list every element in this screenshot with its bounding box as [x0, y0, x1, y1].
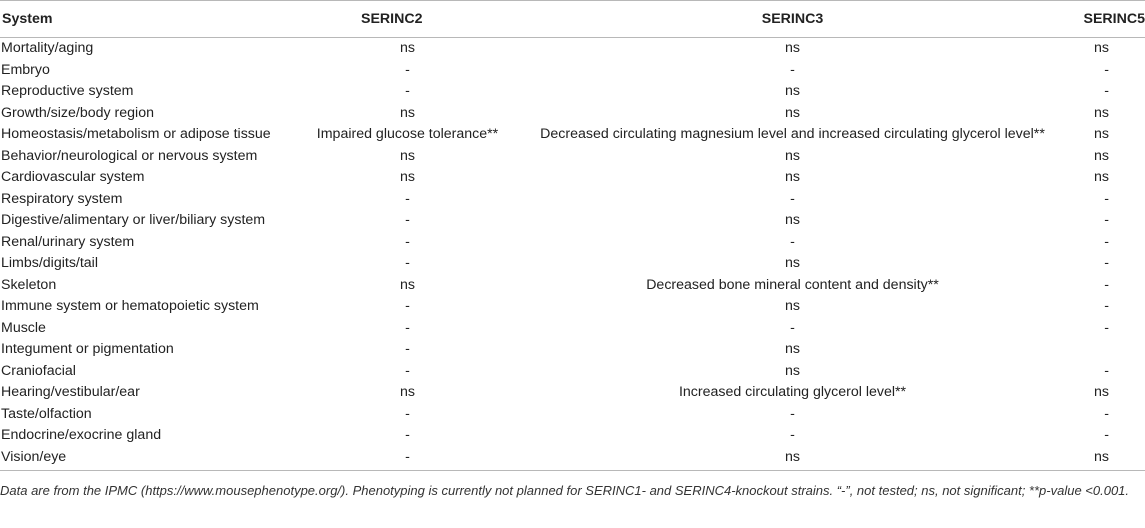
row-serinc2-cell: - [405, 427, 410, 443]
table-row [0, 404, 1145, 426]
table-row [0, 167, 1145, 189]
table-row [0, 103, 1145, 125]
row-system-cell: Hearing/vestibular/ear [1, 384, 140, 400]
row-system-cell: Growth/size/body region [1, 104, 154, 121]
table-row [0, 232, 1145, 254]
row-serinc3-cell: ns [785, 169, 800, 185]
row-serinc2-cell: ns [400, 147, 415, 164]
row-serinc2-cell: - [405, 83, 410, 99]
row-serinc5-cell: ns [1094, 147, 1109, 164]
table-body [0, 38, 1145, 471]
row-serinc5-cell: - [1104, 83, 1109, 99]
row-serinc3-cell: - [790, 190, 795, 207]
row-serinc2-cell: - [405, 298, 410, 314]
table-row [0, 275, 1145, 297]
row-serinc5-cell: - [1104, 427, 1109, 443]
row-system-cell: Taste/olfaction [1, 405, 92, 422]
row-serinc3-cell: ns [785, 341, 800, 357]
row-serinc5-cell: - [1104, 362, 1109, 379]
row-serinc3-cell: ns [785, 104, 800, 121]
row-serinc5-cell: - [1104, 276, 1109, 293]
row-system-cell: Limbs/digits/tail [1, 255, 98, 271]
row-serinc2-cell: - [405, 233, 410, 250]
row-system-cell: Respiratory system [1, 190, 123, 207]
row-serinc3-cell: Decreased bone mineral content and density** [646, 276, 939, 293]
row-system-cell: Embryo [1, 61, 50, 78]
row-serinc3-cell: Decreased circulating magnesium level and increased circulating glycerol level** [540, 126, 1045, 142]
table-row [0, 318, 1145, 340]
row-serinc2-cell: - [405, 61, 410, 78]
row-serinc5-cell: - [1104, 405, 1109, 422]
row-serinc5-cell: - [1104, 255, 1109, 271]
row-serinc2-cell: ns [400, 276, 415, 293]
row-serinc3-cell: - [790, 405, 795, 422]
row-serinc2-cell: - [405, 405, 410, 422]
table-row [0, 296, 1145, 318]
table-row [0, 339, 1145, 361]
row-serinc3-cell: - [790, 233, 795, 250]
table-row [0, 146, 1145, 168]
row-serinc5-cell: - [1104, 298, 1109, 314]
row-serinc5-cell: ns [1094, 169, 1109, 185]
table-row [0, 253, 1145, 275]
header-serinc5: SERINC5 [1070, 1, 1145, 38]
row-system-cell: Digestive/alimentary or liver/biliary system [1, 212, 266, 228]
row-serinc2-cell: ns [400, 40, 415, 56]
row-serinc2-cell: - [300, 447, 515, 471]
row-system-cell: Skeleton [1, 276, 57, 293]
table-header [0, 1, 1145, 38]
table-row [0, 447, 1145, 471]
table-row [0, 81, 1145, 103]
row-serinc2-cell: - [405, 190, 410, 207]
row-system-cell: Craniofacial [1, 362, 76, 379]
row-serinc3-cell: ns [515, 447, 1070, 471]
row-serinc2-cell: - [405, 362, 410, 379]
row-system-cell: Muscle [1, 319, 46, 336]
table-row [0, 189, 1145, 211]
row-system-cell: Vision/eye [0, 447, 300, 471]
row-serinc5-cell: - [1104, 190, 1109, 207]
table-row [0, 38, 1145, 60]
row-serinc5-cell: - [1104, 319, 1109, 336]
row-system-cell: Renal/urinary system [1, 233, 135, 250]
row-system-cell: Integument or pigmentation [1, 341, 174, 357]
header-system: System [0, 1, 300, 38]
row-serinc3-cell: - [790, 61, 795, 78]
row-serinc3-cell: ns [785, 212, 800, 228]
table-row [0, 60, 1145, 82]
row-serinc3-cell: ns [785, 298, 800, 314]
row-system-cell: Endocrine/exocrine gland [1, 427, 162, 443]
row-serinc5-cell [1070, 339, 1145, 361]
row-serinc5-cell: ns [1094, 104, 1109, 121]
row-serinc3-cell: - [790, 319, 795, 336]
row-serinc3-cell: ns [785, 147, 800, 164]
row-serinc5-cell: ns [1094, 126, 1109, 142]
header-serinc3: SERINC3 [515, 1, 1070, 38]
table-footnote: Data are from the IPMC (https://www.mousephenotype.org/). Phenotyping is currently not planned for SERINC1- and SERINC4-knockout strains. “-”, not tested; ns, not significant; **p-value <0.001. [0, 483, 1130, 498]
row-serinc2-cell: - [405, 255, 410, 271]
row-serinc5-cell: ns [1094, 40, 1109, 56]
row-serinc3-cell: ns [785, 40, 800, 56]
row-serinc5-cell: - [1104, 61, 1109, 78]
row-serinc2-cell: ns [400, 104, 415, 121]
row-serinc3-cell: ns [785, 83, 800, 99]
table-row [0, 361, 1145, 383]
header-serinc2: SERINC2 [300, 1, 515, 38]
table-row [0, 382, 1145, 404]
row-serinc2-cell: ns [400, 384, 415, 400]
row-serinc2-cell: ns [400, 169, 415, 185]
row-serinc2-cell: - [405, 212, 410, 228]
row-serinc2-cell: - [405, 341, 410, 357]
row-serinc2-cell: Impaired glucose tolerance** [316, 126, 499, 142]
table-row [0, 124, 1145, 146]
table-row [0, 210, 1145, 232]
row-system-cell: Immune system or hematopoietic system [1, 298, 259, 314]
row-serinc3-cell: ns [785, 362, 800, 379]
row-system-cell: Behavior/neurological or nervous system [1, 147, 258, 164]
row-serinc3-cell: - [790, 427, 795, 443]
row-serinc5-cell: ns [1070, 447, 1145, 471]
header-row [0, 1, 1145, 38]
row-system-cell: Mortality/aging [1, 40, 94, 56]
row-system-cell: Reproductive system [1, 83, 134, 99]
row-system-cell: Cardiovascular system [1, 169, 145, 185]
row-serinc5-cell: ns [1094, 384, 1109, 400]
row-system-cell: Homeostasis/metabolism or adipose tissue [1, 126, 271, 142]
row-serinc2-cell: - [405, 319, 410, 336]
row-serinc5-cell: - [1104, 212, 1109, 228]
table-row [0, 425, 1145, 447]
row-serinc3-cell: Increased circulating glycerol level** [678, 384, 907, 400]
row-serinc5-cell: - [1104, 233, 1109, 250]
row-serinc3-cell: ns [785, 255, 800, 271]
